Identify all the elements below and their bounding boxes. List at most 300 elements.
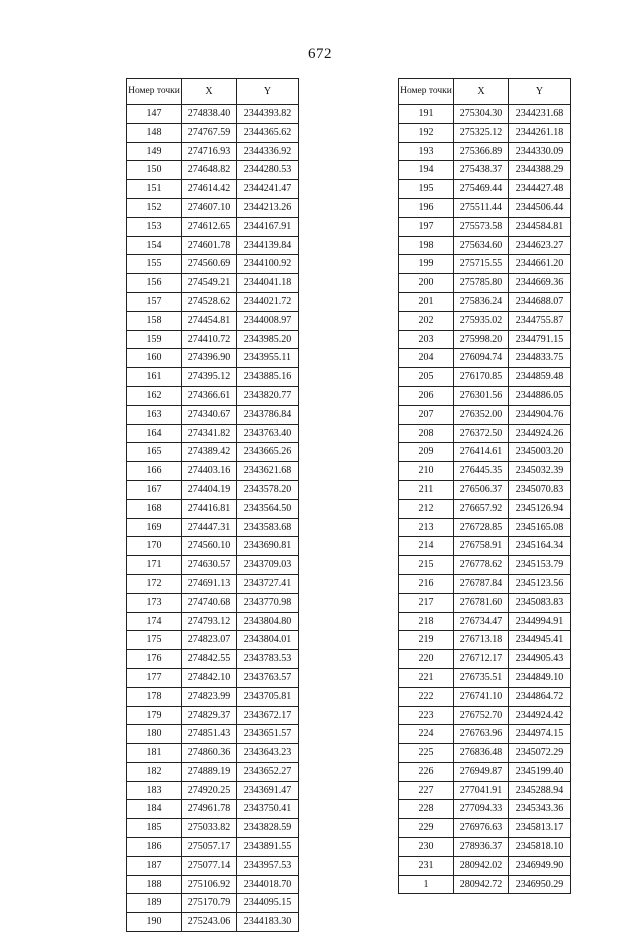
y-coordinate-cell: 2343885.16 [237,368,299,387]
table-row [399,612,571,631]
x-coordinate-cell: 276713.18 [454,631,509,650]
x-coordinate-cell: 275935.02 [454,311,509,330]
table-row [399,875,571,894]
point-number-cell: 161 [127,368,182,387]
x-coordinate-cell: 274396.90 [182,349,237,368]
x-coordinate-cell: 274851.43 [182,725,237,744]
table-row [399,744,571,763]
y-coordinate-cell: 2343750.41 [237,800,299,819]
y-coordinate-cell: 2343891.55 [237,838,299,857]
x-coordinate-cell: 274416.81 [182,499,237,518]
point-number-cell: 209 [399,443,454,462]
x-coordinate-cell: 276778.62 [454,556,509,575]
point-number-cell: 180 [127,725,182,744]
table-row [399,217,571,236]
x-coordinate-cell: 275077.14 [182,856,237,875]
y-coordinate-cell: 2344018.70 [237,875,299,894]
table-row [127,631,299,650]
x-coordinate-cell: 274823.07 [182,631,237,650]
coordinates-table-left [126,78,299,932]
y-coordinate-cell: 2343770.98 [237,593,299,612]
table-row [399,480,571,499]
point-number-cell: 159 [127,330,182,349]
table-row [399,706,571,725]
x-coordinate-cell: 274607.10 [182,198,237,217]
y-coordinate-cell: 2344669.36 [509,274,571,293]
x-coordinate-cell: 275634.60 [454,236,509,255]
y-coordinate-cell: 2344241.47 [237,180,299,199]
x-coordinate-cell: 275170.79 [182,894,237,913]
table-row [127,875,299,894]
point-number-cell: 194 [399,161,454,180]
x-coordinate-cell: 274560.10 [182,537,237,556]
y-coordinate-cell: 2344859.48 [509,368,571,387]
x-coordinate-cell: 280942.02 [454,856,509,875]
x-coordinate-cell: 275469.44 [454,180,509,199]
x-coordinate-cell: 277041.91 [454,781,509,800]
table-row [127,800,299,819]
point-number-cell: 168 [127,499,182,518]
y-coordinate-cell: 2345032.39 [509,462,571,481]
y-coordinate-cell: 2343643.23 [237,744,299,763]
header-point-number: Номер точки [127,79,182,105]
x-coordinate-cell: 275304.30 [454,105,509,124]
x-coordinate-cell: 274403.16 [182,462,237,481]
point-number-cell: 167 [127,480,182,499]
point-number-cell: 147 [127,105,182,124]
y-coordinate-cell: 2345126.94 [509,499,571,518]
x-coordinate-cell: 275511.44 [454,198,509,217]
point-number-cell: 151 [127,180,182,199]
table-row [127,856,299,875]
y-coordinate-cell: 2344021.72 [237,292,299,311]
point-number-cell: 189 [127,894,182,913]
point-number-cell: 160 [127,349,182,368]
x-coordinate-cell: 274549.21 [182,274,237,293]
y-coordinate-cell: 2345083.83 [509,593,571,612]
point-number-cell: 203 [399,330,454,349]
x-coordinate-cell: 274648.82 [182,161,237,180]
table-row [399,725,571,744]
header-x: X [182,79,237,105]
point-number-cell: 148 [127,123,182,142]
y-coordinate-cell: 2344924.42 [509,706,571,725]
table-row [127,180,299,199]
table-row [399,687,571,706]
table-row [127,480,299,499]
table-row [127,443,299,462]
table-row [127,537,299,556]
table-row [399,142,571,161]
x-coordinate-cell: 274454.81 [182,311,237,330]
point-number-cell: 177 [127,668,182,687]
y-coordinate-cell: 2343763.40 [237,424,299,443]
y-coordinate-cell: 2344393.82 [237,105,299,124]
x-coordinate-cell: 275438.37 [454,161,509,180]
header-y: Y [237,79,299,105]
point-number-cell: 214 [399,537,454,556]
x-coordinate-cell: 274740.68 [182,593,237,612]
x-coordinate-cell: 275715.55 [454,255,509,274]
point-number-cell: 204 [399,349,454,368]
table-row [127,105,299,124]
y-coordinate-cell: 2345343.36 [509,800,571,819]
point-number-cell: 152 [127,198,182,217]
y-coordinate-cell: 2345164.34 [509,537,571,556]
table-row [127,687,299,706]
table-row [399,123,571,142]
y-coordinate-cell: 2343957.53 [237,856,299,875]
table-row [127,819,299,838]
point-number-cell: 158 [127,311,182,330]
table-row [399,274,571,293]
point-number-cell: 196 [399,198,454,217]
table-row [127,255,299,274]
point-number-cell: 178 [127,687,182,706]
y-coordinate-cell: 2344167.91 [237,217,299,236]
y-coordinate-cell: 2345199.40 [509,762,571,781]
y-coordinate-cell: 2346950.29 [509,875,571,894]
y-coordinate-cell: 2345153.79 [509,556,571,575]
x-coordinate-cell: 276414.61 [454,443,509,462]
y-coordinate-cell: 2345070.83 [509,480,571,499]
y-coordinate-cell: 2344904.76 [509,405,571,424]
x-coordinate-cell: 274838.40 [182,105,237,124]
x-coordinate-cell: 275325.12 [454,123,509,142]
x-coordinate-cell: 274366.61 [182,386,237,405]
y-coordinate-cell: 2343705.81 [237,687,299,706]
y-coordinate-cell: 2343786.84 [237,405,299,424]
x-coordinate-cell: 276741.10 [454,687,509,706]
point-number-cell: 201 [399,292,454,311]
table-row [127,368,299,387]
table-row [127,725,299,744]
x-coordinate-cell: 275836.24 [454,292,509,311]
y-coordinate-cell: 2343804.80 [237,612,299,631]
point-number-cell: 188 [127,875,182,894]
point-number-cell: 220 [399,650,454,669]
table-row [399,462,571,481]
y-coordinate-cell: 2344945.41 [509,631,571,650]
point-number-cell: 213 [399,518,454,537]
y-coordinate-cell: 2343783.53 [237,650,299,669]
point-number-cell: 202 [399,311,454,330]
point-number-cell: 157 [127,292,182,311]
x-coordinate-cell: 274961.78 [182,800,237,819]
table-row [127,405,299,424]
point-number-cell: 219 [399,631,454,650]
point-number-cell: 190 [127,913,182,932]
x-coordinate-cell: 276712.17 [454,650,509,669]
point-number-cell: 222 [399,687,454,706]
point-number-cell: 193 [399,142,454,161]
point-number-cell: 216 [399,574,454,593]
point-number-cell: 176 [127,650,182,669]
table-row [399,518,571,537]
point-number-cell: 174 [127,612,182,631]
point-number-cell: 205 [399,368,454,387]
y-coordinate-cell: 2343828.59 [237,819,299,838]
table-row [399,856,571,875]
table-row [399,762,571,781]
table-row [127,161,299,180]
table-row [127,706,299,725]
point-number-cell: 217 [399,593,454,612]
table-row [399,668,571,687]
x-coordinate-cell: 276763.96 [454,725,509,744]
point-number-cell: 208 [399,424,454,443]
x-coordinate-cell: 274920.25 [182,781,237,800]
y-coordinate-cell: 2344974.15 [509,725,571,744]
y-coordinate-cell: 2345003.20 [509,443,571,462]
point-number-cell: 1 [399,875,454,894]
y-coordinate-cell: 2344506.44 [509,198,571,217]
y-coordinate-cell: 2343690.81 [237,537,299,556]
x-coordinate-cell: 276728.85 [454,518,509,537]
point-number-cell: 179 [127,706,182,725]
y-coordinate-cell: 2343763.57 [237,668,299,687]
table-row [127,612,299,631]
point-number-cell: 224 [399,725,454,744]
point-number-cell: 185 [127,819,182,838]
point-number-cell: 155 [127,255,182,274]
y-coordinate-cell: 2343578.20 [237,480,299,499]
x-coordinate-cell: 274614.42 [182,180,237,199]
point-number-cell: 227 [399,781,454,800]
y-coordinate-cell: 2344905.43 [509,650,571,669]
point-number-cell: 165 [127,443,182,462]
y-coordinate-cell: 2344924.26 [509,424,571,443]
y-coordinate-cell: 2344584.81 [509,217,571,236]
point-number-cell: 218 [399,612,454,631]
x-coordinate-cell: 276735.51 [454,668,509,687]
y-coordinate-cell: 2344388.29 [509,161,571,180]
x-coordinate-cell: 274601.78 [182,236,237,255]
table-row [399,819,571,838]
y-coordinate-cell: 2343665.26 [237,443,299,462]
y-coordinate-cell: 2345288.94 [509,781,571,800]
y-coordinate-cell: 2344864.72 [509,687,571,706]
page-number: 672 [308,46,332,62]
x-coordinate-cell: 274793.12 [182,612,237,631]
y-coordinate-cell: 2343564.50 [237,499,299,518]
x-coordinate-cell: 274447.31 [182,518,237,537]
table-row [399,330,571,349]
table-row [127,668,299,687]
table-row [127,349,299,368]
table-row [127,556,299,575]
table-row [127,838,299,857]
y-coordinate-cell: 2344139.84 [237,236,299,255]
point-number-cell: 170 [127,537,182,556]
y-coordinate-cell: 2344688.07 [509,292,571,311]
point-number-cell: 191 [399,105,454,124]
table-row [399,105,571,124]
y-coordinate-cell: 2344008.97 [237,311,299,330]
point-number-cell: 166 [127,462,182,481]
y-coordinate-cell: 2344755.87 [509,311,571,330]
x-coordinate-cell: 274389.42 [182,443,237,462]
y-coordinate-cell: 2344427.48 [509,180,571,199]
table-row [127,424,299,443]
x-coordinate-cell: 274560.69 [182,255,237,274]
table-row [399,574,571,593]
x-coordinate-cell: 276734.47 [454,612,509,631]
x-coordinate-cell: 276094.74 [454,349,509,368]
y-coordinate-cell: 2344183.30 [237,913,299,932]
point-number-cell: 172 [127,574,182,593]
table-row [127,593,299,612]
point-number-cell: 183 [127,781,182,800]
point-number-cell: 215 [399,556,454,575]
point-number-cell: 207 [399,405,454,424]
table-row [399,537,571,556]
x-coordinate-cell: 275573.58 [454,217,509,236]
table-row [127,462,299,481]
y-coordinate-cell: 2344280.53 [237,161,299,180]
point-number-cell: 162 [127,386,182,405]
x-coordinate-cell: 274823.99 [182,687,237,706]
x-coordinate-cell: 276372.50 [454,424,509,443]
y-coordinate-cell: 2343651.57 [237,725,299,744]
y-coordinate-cell: 2343955.11 [237,349,299,368]
point-number-cell: 150 [127,161,182,180]
y-coordinate-cell: 2344994.91 [509,612,571,631]
table-row [127,499,299,518]
x-coordinate-cell: 276445.35 [454,462,509,481]
point-number-cell: 149 [127,142,182,161]
header-x: X [454,79,509,105]
point-number-cell: 221 [399,668,454,687]
x-coordinate-cell: 276781.60 [454,593,509,612]
point-number-cell: 210 [399,462,454,481]
y-coordinate-cell: 2344623.27 [509,236,571,255]
y-coordinate-cell: 2345818.10 [509,838,571,857]
x-coordinate-cell: 276301.56 [454,386,509,405]
header-y: Y [509,79,571,105]
x-coordinate-cell: 274340.67 [182,405,237,424]
x-coordinate-cell: 274395.12 [182,368,237,387]
table-row [127,311,299,330]
x-coordinate-cell: 274691.13 [182,574,237,593]
table-row [399,650,571,669]
x-coordinate-cell: 275106.92 [182,875,237,894]
y-coordinate-cell: 2344833.75 [509,349,571,368]
table-row [399,180,571,199]
y-coordinate-cell: 2344661.20 [509,255,571,274]
table-row [399,631,571,650]
y-coordinate-cell: 2343727.41 [237,574,299,593]
point-number-cell: 187 [127,856,182,875]
point-number-cell: 181 [127,744,182,763]
x-coordinate-cell: 275033.82 [182,819,237,838]
table-row [399,838,571,857]
point-number-cell: 226 [399,762,454,781]
y-coordinate-cell: 2346949.90 [509,856,571,875]
y-coordinate-cell: 2344041.18 [237,274,299,293]
x-coordinate-cell: 274842.55 [182,650,237,669]
point-number-cell: 230 [399,838,454,857]
x-coordinate-cell: 275366.89 [454,142,509,161]
x-coordinate-cell: 276758.91 [454,537,509,556]
y-coordinate-cell: 2343820.77 [237,386,299,405]
table-row [127,198,299,217]
x-coordinate-cell: 275998.20 [454,330,509,349]
table-row [399,424,571,443]
x-coordinate-cell: 277094.33 [454,800,509,819]
point-number-cell: 173 [127,593,182,612]
point-number-cell: 197 [399,217,454,236]
point-number-cell: 199 [399,255,454,274]
point-number-cell: 229 [399,819,454,838]
x-coordinate-cell: 275243.06 [182,913,237,932]
y-coordinate-cell: 2343652.27 [237,762,299,781]
y-coordinate-cell: 2343804.01 [237,631,299,650]
point-number-cell: 198 [399,236,454,255]
table-row [127,330,299,349]
x-coordinate-cell: 274410.72 [182,330,237,349]
y-coordinate-cell: 2344849.10 [509,668,571,687]
x-coordinate-cell: 274842.10 [182,668,237,687]
table-row [127,744,299,763]
table-row [399,198,571,217]
x-coordinate-cell: 274829.37 [182,706,237,725]
table-row [399,386,571,405]
x-coordinate-cell: 276949.87 [454,762,509,781]
table-row [399,161,571,180]
table-row [127,894,299,913]
point-number-cell: 223 [399,706,454,725]
table-row [127,386,299,405]
y-coordinate-cell: 2345813.17 [509,819,571,838]
y-coordinate-cell: 2344791.15 [509,330,571,349]
x-coordinate-cell: 276836.48 [454,744,509,763]
y-coordinate-cell: 2344100.92 [237,255,299,274]
x-coordinate-cell: 274630.57 [182,556,237,575]
table-row [399,368,571,387]
point-number-cell: 195 [399,180,454,199]
point-number-cell: 231 [399,856,454,875]
point-number-cell: 164 [127,424,182,443]
y-coordinate-cell: 2343985.20 [237,330,299,349]
x-coordinate-cell: 274404.19 [182,480,237,499]
x-coordinate-cell: 275057.17 [182,838,237,857]
x-coordinate-cell: 276976.63 [454,819,509,838]
point-number-cell: 228 [399,800,454,819]
point-number-cell: 156 [127,274,182,293]
header-point-number: Номер точки [399,79,454,105]
table-row [127,292,299,311]
point-number-cell: 175 [127,631,182,650]
table-row [399,800,571,819]
y-coordinate-cell: 2344095.15 [237,894,299,913]
table-row [127,650,299,669]
point-number-cell: 184 [127,800,182,819]
table-row [399,593,571,612]
x-coordinate-cell: 274528.62 [182,292,237,311]
point-number-cell: 192 [399,123,454,142]
y-coordinate-cell: 2345165.08 [509,518,571,537]
table-row [399,405,571,424]
x-coordinate-cell: 274341.82 [182,424,237,443]
y-coordinate-cell: 2343709.03 [237,556,299,575]
table-row [127,274,299,293]
point-number-cell: 153 [127,217,182,236]
x-coordinate-cell: 276752.70 [454,706,509,725]
y-coordinate-cell: 2344330.09 [509,142,571,161]
y-coordinate-cell: 2344365.62 [237,123,299,142]
table-row [399,236,571,255]
